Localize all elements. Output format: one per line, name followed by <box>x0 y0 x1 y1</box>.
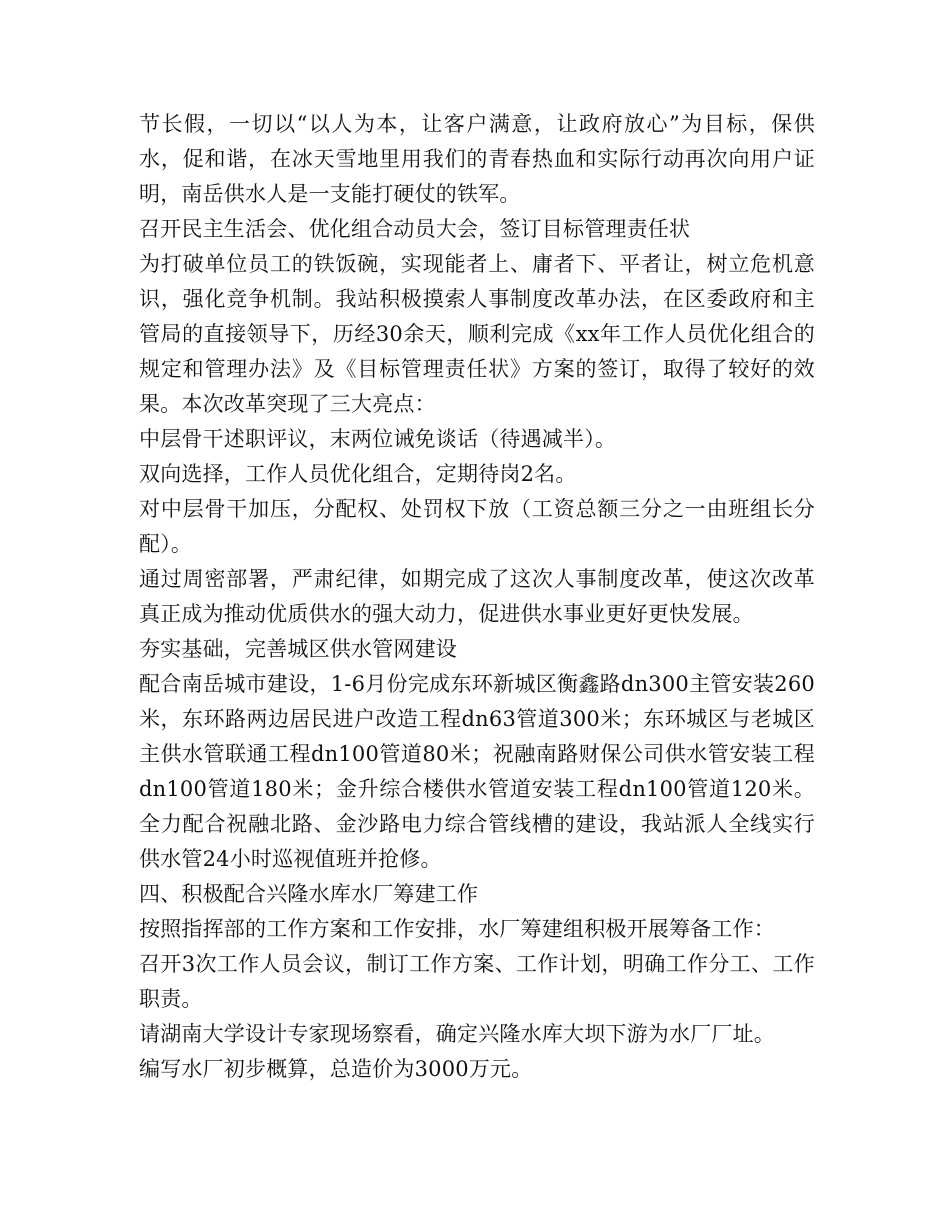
list-item-meetings: 召开3次工作人员会议，制订工作方案、工作计划，明确工作分工、工作职责。 <box>139 952 815 1011</box>
section-heading-pipe-network: 夯实基础，完善城区供水管网建设 <box>139 637 457 661</box>
paragraph-personnel-reform: 为打破单位员工的铁饭碗，实现能者上、庸者下、平者让，树立危机意识，强化竞争机制。我站积极摸索人事制度改革办法，在区委政府和主管局的直接领导下，历经30余天，顺利完成《xx年工作人员优化组合的规定和管理办法》及《目标管理责任状》方案的签订，取得了较好的效果。本次改革突现了三大亮点： <box>139 252 815 416</box>
paragraph-pipe-construction: 配合南岳城市建设，1-6月份完成东环新城区衡鑫路dn300主管安装260米，东环路两边居民进户改造工程dn63管道300米；东环城区与老城区主供水管联通工程dn100管道80米；祝融南路财保公司供水管安装工程dn100管道180米；金升综合楼供水管道安装工程dn100管道120米。全力配合祝融北路、金沙路电力综合管线槽的建设，我站派人全线实行供水管24小时巡视值班并抢修。 <box>139 672 815 871</box>
list-item-site-survey: 请湖南大学设计专家现场察看，确定兴隆水库大坝下游为水厂厂址。 <box>139 1022 775 1046</box>
paragraph-preparation-intro: 按照指挥部的工作方案和工作安排，水厂筹建组积极开展筹备工作： <box>139 917 775 941</box>
section-heading-water-plant: 四、积极配合兴隆水库水厂筹建工作 <box>139 882 479 906</box>
list-item-delegation: 对中层骨干加压，分配权、处罚权下放（工资总额三分之一由班组长分配）。 <box>139 497 815 556</box>
paragraph-reform-result: 通过周密部署，严肃纪律，如期完成了这次人事制度改革，使这次改革真正成为推动优质供水的强大动力，促进供水事业更好更快发展。 <box>139 567 815 626</box>
section-heading-democratic-meeting: 召开民主生活会、优化组合动员大会，签订目标管理责任状 <box>139 217 691 241</box>
list-item-evaluation: 中层骨干述职评议，末两位诫免谈话（待遇减半）。 <box>139 427 617 451</box>
document-body <box>139 107 815 1087</box>
paragraph-continuation: 节长假，一切以“以人为本，让客户满意，让政府放心”为目标，保供水，促和谐，在冰天雪地里用我们的青春热血和实际行动再次向用户证明，南岳供水人是一支能打硬仗的铁军。 <box>139 112 815 206</box>
list-item-budget: 编写水厂初步概算，总造价为3000万元。 <box>139 1057 533 1081</box>
list-item-two-way-selection: 双向选择，工作人员优化组合，定期待岗2名。 <box>139 462 577 486</box>
